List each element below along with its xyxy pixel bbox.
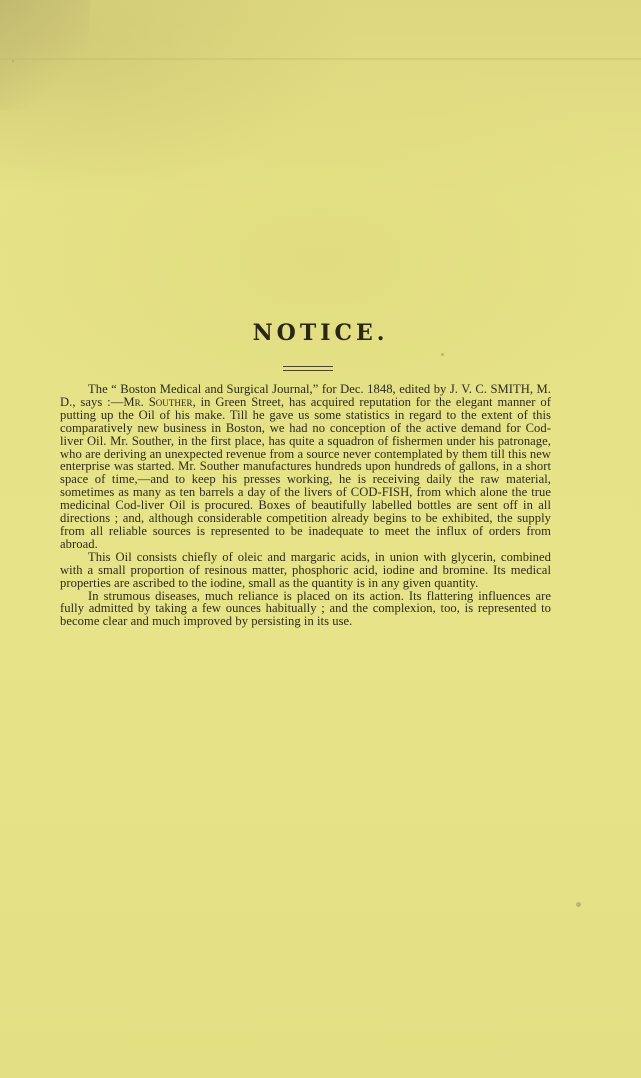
quote-rest: , in Green Street, has acquired reputation for the elegant manner of putting up the Oil of his make. Till he gave us some statistics in regard to the extent of this comparatively new business in Boston, we had no conception of the active demand for Cod-liver Oil. Mr. Souther, in the first place, has quite a squadron of fishermen under his patronage, who are deriving an unexpected revenue from a source never contemplated by them till this new enterprise was started. Mr. Souther manufactures hundreds upon hundreds of gallons, in a short space of time,—and to keep his presses working, he is receiving daily the raw material, sometimes as many as ten barrels a day of the livers of COD-FISH, from which alone the true medicinal Cod-liver Oil is procured. Boxes of beautifully labelled bottles are sent off in all directions ; and, although considerable competition already begins to be exhibited, the supply from all reliable sources is represented to be inadequate to meet the influx of orders from abroad. (60, 394, 551, 551)
paragraph-composition: This Oil consists chiefly of oleic and margaric acids, in union with glycerin, combined with a small proportion of resinous matter, phosphoric acid, iodine and bromine. Its medical properties are ascribed to the iodine, small as the quantity is in any given quantity. (60, 549, 551, 590)
paper-stain (0, 0, 90, 110)
manufacturer-name: Mr. Souther (123, 394, 193, 409)
paragraph-journal-quote (60, 383, 551, 551)
paper-speck (576, 902, 581, 907)
paragraph-usage: In strumous diseases, much reliance is placed on its action. Its flattering influences are fully admitted by taking a few ounces habitually ; and the complexion, too, is represented to become clear and much improved by persisting in its use. (60, 588, 551, 629)
paper-speck (12, 60, 14, 62)
quote-opening: The “ Boston Medical and Surgical Journal,” for Dec. 1848, edited by J. V. C. SMITH, M. D., says :— (60, 382, 551, 409)
title-divider (283, 366, 333, 371)
paper-speck (441, 353, 444, 356)
notice-title: NOTICE. (252, 320, 389, 346)
notice-body (60, 383, 551, 628)
paper-crease (0, 58, 641, 60)
